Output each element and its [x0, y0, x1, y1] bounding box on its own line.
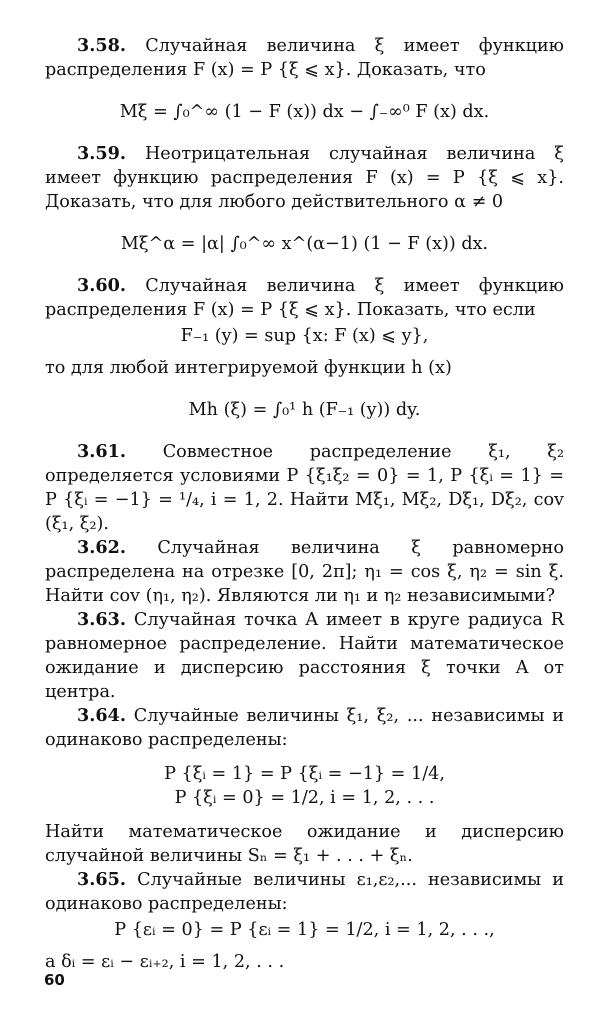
problem-3-58	[45, 34, 564, 124]
problem-statement: Случайная величина ξ имеет функцию распределения F (x) = P {ξ ⩽ x}. Показать, что если	[45, 276, 564, 320]
problem-3-65	[45, 868, 564, 974]
problem-statement: Случайная величина ξ равномерно распределена на отрезке [0, 2π]; η₁ = cos ξ, η₂ = sin ξ. Найти cov (η₁, η₂). Являются ли η₁ и η₂ независимыми?	[45, 538, 564, 606]
page-number: 60	[44, 971, 65, 989]
problem-number: 3.63.	[77, 609, 126, 630]
problem-3-64	[45, 704, 564, 868]
display-formula: P {εᵢ = 0} = P {εᵢ = 1} = 1/2, i = 1, 2, . . .,	[114, 920, 495, 940]
problem-text-continued: то для любой интегрируемой функции h (x)	[45, 358, 452, 378]
problem-number: 3.58.	[77, 35, 126, 56]
problem-number: 3.65.	[77, 869, 126, 890]
problem-number: 3.64.	[77, 705, 126, 726]
problem-statement: Случайные величины ξ₁, ξ₂, ... независимы и одинаково распределены:	[45, 706, 565, 750]
display-formula: P {ξᵢ = 1} = P {ξᵢ = −1} = 1/4,	[164, 764, 445, 784]
problem-3-63	[45, 608, 564, 704]
problem-statement: Случайные величины ε₁,ε₂,... независимы и одинаково распределены:	[45, 870, 564, 914]
problem-text	[45, 704, 564, 752]
problem-number: 3.60.	[77, 275, 126, 296]
display-formula: F₋₁ (y) = sup {x: F (x) ⩽ y},	[180, 326, 429, 346]
display-formula: Mξ = ∫₀^∞ (1 − F (x)) dx − ∫₋∞⁰ F (x) dx.	[119, 102, 490, 122]
problem-text	[45, 34, 564, 82]
problem-3-61	[45, 440, 564, 536]
display-formula: P {ξᵢ = 0} = 1/2, i = 1, 2, . . .	[174, 788, 435, 808]
problem-statement: Совместное распределение ξ₁, ξ₂ определяется условиями P {ξ₁ξ₂ = 0} = 1, P {ξᵢ = 1} = P {ξᵢ = −1} = ¹/₄, i = 1, 2. Найти Mξ₁, Mξ₂, Dξ₁, Dξ₂, cov (ξ₁, ξ₂).	[45, 442, 564, 534]
problem-number: 3.59.	[77, 143, 126, 164]
problem-3-62	[45, 536, 564, 608]
problem-text	[45, 868, 564, 916]
problem-3-59	[45, 142, 564, 256]
problem-text	[45, 274, 564, 322]
problem-text	[45, 440, 564, 536]
problem-statement: Случайная точка A имеет в круге радиуса R равномерное распределение. Найти математическое ожидание и дисперсию расстояния ξ точки A от центра.	[45, 610, 564, 702]
problem-text-continued: Найти математическое ожидание и дисперсию случайной величины Sₙ = ξ₁ + . . . + ξₙ.	[45, 822, 564, 866]
problem-text	[45, 536, 564, 608]
display-formula: Mξ^α = |α| ∫₀^∞ x^(α−1) (1 − F (x)) dx.	[120, 234, 489, 254]
problem-statement: Случайная величина ξ имеет функцию распределения F (x) = P {ξ ⩽ x}. Доказать, что	[45, 36, 564, 80]
problem-text-continued: a δᵢ = εᵢ − εᵢ₊₂, i = 1, 2, . . .	[45, 952, 285, 972]
problem-number: 3.61.	[77, 441, 126, 462]
problem-3-60	[45, 274, 564, 422]
display-formula: Mh (ξ) = ∫₀¹ h (F₋₁ (y)) dy.	[188, 400, 421, 420]
problem-text	[45, 608, 564, 704]
problem-statement: Неотрицательная случайная величина ξ имеет функцию распределения F (x) = P {ξ ⩽ x}. Доказать, что для любого действительного α ≠ 0	[45, 144, 564, 212]
problem-text	[45, 142, 564, 214]
problem-number: 3.62.	[77, 537, 126, 558]
